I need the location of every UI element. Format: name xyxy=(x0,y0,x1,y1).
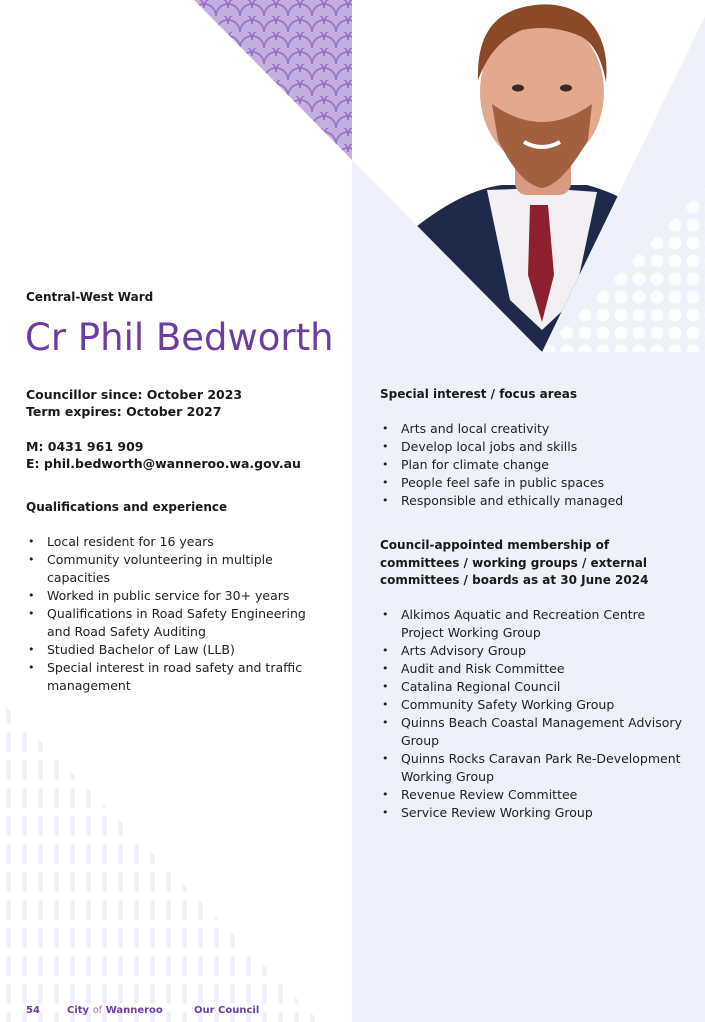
list-item: • Quinns Beach Coastal Management Advisory Group xyxy=(380,714,685,750)
city-name: Wanneroo xyxy=(105,1005,163,1016)
councillor-since: Councillor since: October 2023 xyxy=(26,387,243,402)
list-item: • Service Review Working Group xyxy=(380,804,685,822)
councillor-portrait xyxy=(352,0,705,360)
councillor-name: Cr Phil Bedworth xyxy=(25,316,334,359)
list-item: • Catalina Regional Council xyxy=(380,678,685,696)
section-label: Our Council xyxy=(194,1005,260,1016)
committees-heading: Council-appointed membership of committees / working groups / external committees / boards as at 30 June 2024 xyxy=(380,538,649,587)
mobile-number: M: 0431 961 909 xyxy=(26,439,144,454)
term-expires: Term expires: October 2027 xyxy=(26,404,222,419)
list-item: • Community Safety Working Group xyxy=(380,696,685,714)
list-item: • Develop local jobs and skills xyxy=(380,438,690,456)
qualifications-heading: Qualifications and experience xyxy=(26,500,228,514)
list-item: • Responsible and ethically managed xyxy=(380,492,690,510)
focus-areas-list xyxy=(380,420,690,510)
list-item: • Community volunteering in multiple capacities xyxy=(26,551,326,587)
ward-label: Central-West Ward xyxy=(26,290,154,304)
list-item: • Qualifications in Road Safety Engineering and Road Safety Auditing xyxy=(26,605,326,641)
focus-areas-heading: Special interest / focus areas xyxy=(380,387,578,401)
committees-list xyxy=(380,606,685,822)
page-number: 54 xyxy=(26,1005,40,1016)
city-prefix: City xyxy=(67,1005,90,1016)
list-item: • Alkimos Aquatic and Recreation Centre Project Working Group xyxy=(380,606,685,642)
list-item: • Local resident for 16 years xyxy=(26,533,326,551)
qualifications-list xyxy=(26,533,326,695)
list-item: • People feel safe in public spaces xyxy=(380,474,690,492)
list-item: • Special interest in road safety and traffic management xyxy=(26,659,326,695)
list-item: • Quinns Rocks Caravan Park Re-Development Working Group xyxy=(380,750,685,786)
list-item: • Arts Advisory Group xyxy=(380,642,685,660)
scale-pattern-triangle xyxy=(194,0,352,160)
city-of: of xyxy=(92,1005,103,1016)
city-logo-text xyxy=(67,1005,163,1016)
email-address: E: phil.bedworth@wanneroo.wa.gov.au xyxy=(26,456,301,471)
list-item: • Audit and Risk Committee xyxy=(380,660,685,678)
dash-pattern-area xyxy=(0,700,320,1022)
list-item: • Plan for climate change xyxy=(380,456,690,474)
list-item: • Arts and local creativity xyxy=(380,420,690,438)
list-item: • Worked in public service for 30+ years xyxy=(26,587,326,605)
list-item: • Revenue Review Committee xyxy=(380,786,685,804)
list-item: • Studied Bachelor of Law (LLB) xyxy=(26,641,326,659)
